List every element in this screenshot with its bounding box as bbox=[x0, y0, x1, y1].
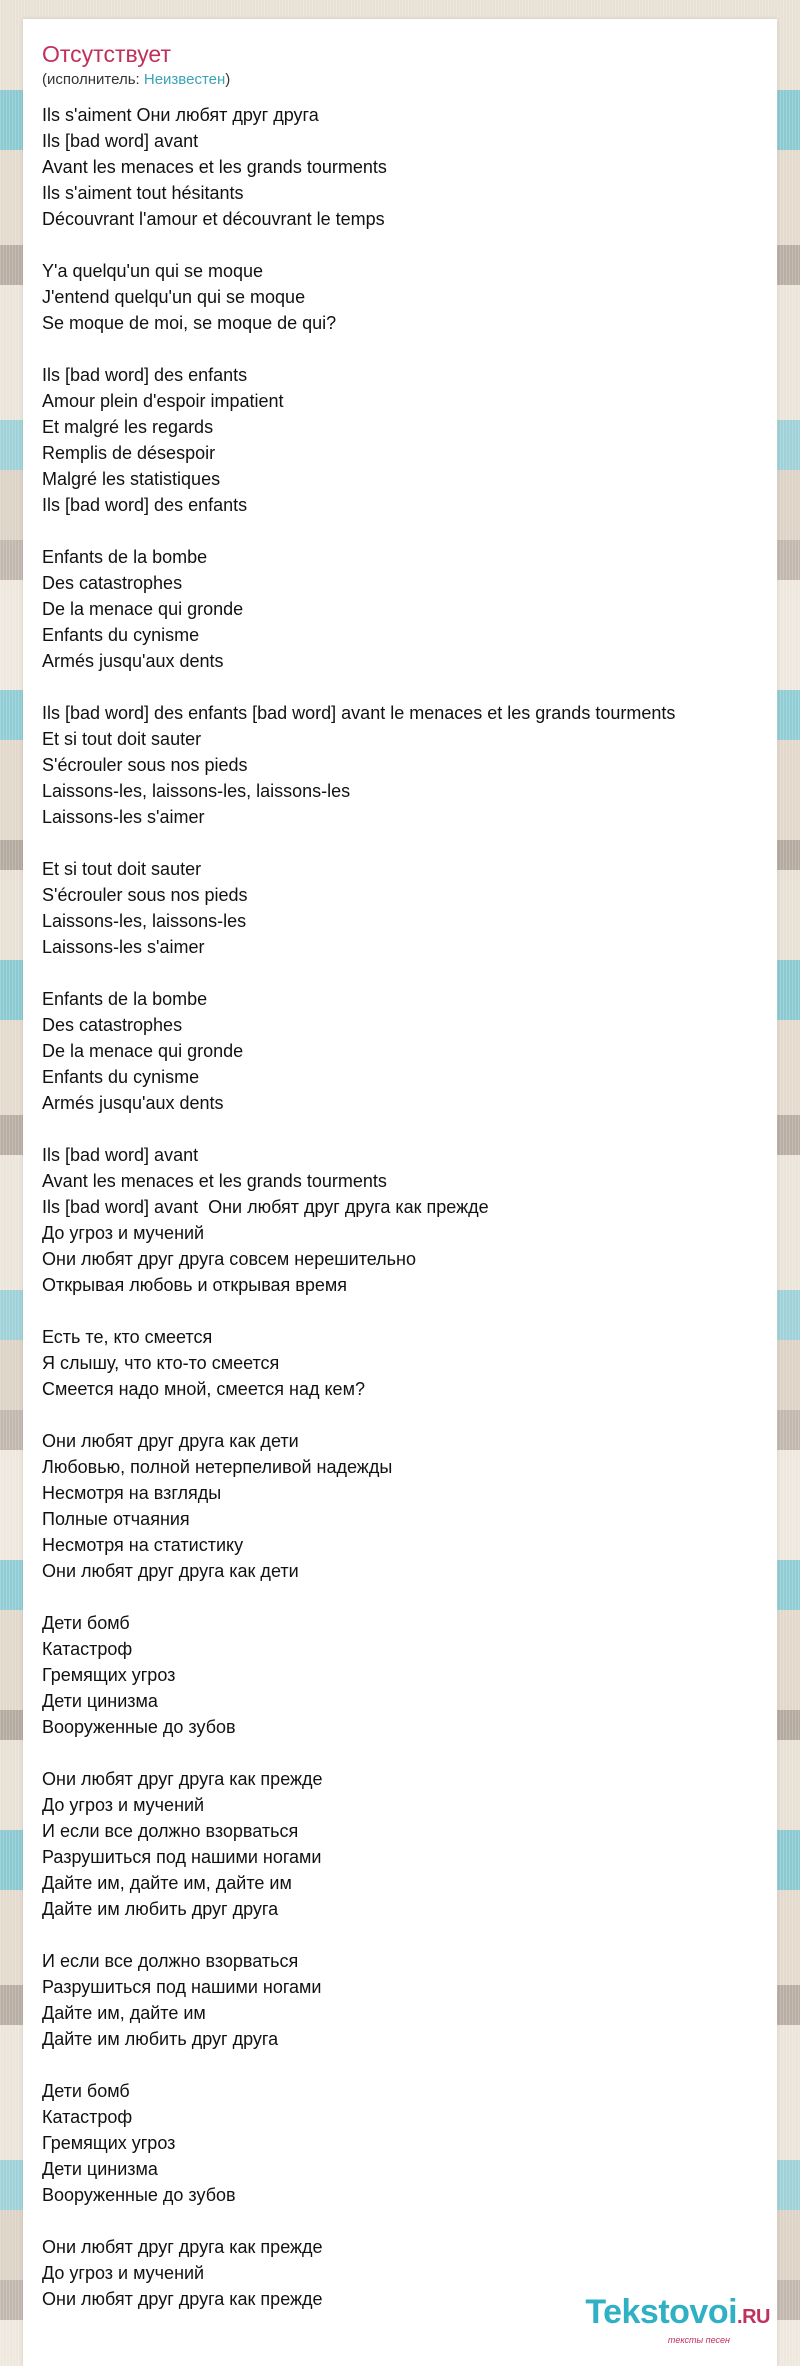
lyric-line bbox=[42, 1584, 772, 1610]
lyric-line: Дети цинизма bbox=[42, 1691, 158, 1711]
lyric-line: До угроз и мучений bbox=[42, 1795, 205, 1815]
lyric-line: Découvrant l'amour et découvrant le temps bbox=[42, 209, 385, 229]
lyric-line: Et si tout doit sauter bbox=[42, 859, 202, 879]
lyric-line: Des catastrophes bbox=[42, 573, 183, 593]
lyric-line: Они любят друг друга как дети bbox=[42, 1431, 299, 1451]
song-title: Отсутствует bbox=[42, 41, 171, 67]
lyric-line: Они любят друг друга совсем нерешительно bbox=[42, 1249, 416, 1269]
lyric-line: Катастроф bbox=[42, 2107, 133, 2127]
lyric-line: Несмотря на взгляды bbox=[42, 1483, 222, 1503]
lyric-line: Я слышу, что кто-то смеется bbox=[42, 1353, 280, 1373]
lyric-line bbox=[42, 1402, 772, 1428]
lyric-line: Разрушиться под нашими ногами bbox=[42, 1977, 322, 1997]
lyric-line: Дайте им, дайте им, дайте им bbox=[42, 1873, 292, 1893]
logo-wordmark bbox=[570, 2294, 770, 2335]
lyric-line: Вооруженные до зубов bbox=[42, 1717, 236, 1737]
lyric-line: Armés jusqu'aux dents bbox=[42, 651, 224, 671]
logo-tld: .RU bbox=[737, 2306, 770, 2328]
lyric-line: Несмотря на статистику bbox=[42, 1535, 244, 1555]
logo-tagline: тексты песен bbox=[667, 2335, 730, 2345]
lyric-line: De la menace qui gronde bbox=[42, 599, 244, 619]
lyric-line: Malgré les statistiques bbox=[42, 469, 221, 489]
lyric-line bbox=[42, 2052, 772, 2078]
lyric-line: Дети бомб bbox=[42, 1613, 130, 1633]
lyric-line: И если все должно взорваться bbox=[42, 1821, 299, 1841]
lyric-line: Дайте им любить друг друга bbox=[42, 1899, 279, 1919]
lyric-line: De la menace qui gronde bbox=[42, 1041, 244, 1061]
lyrics-text bbox=[42, 102, 772, 2312]
lyric-line bbox=[42, 336, 772, 362]
lyric-line: Y'a quelqu'un qui se moque bbox=[42, 261, 264, 281]
lyric-line bbox=[42, 1116, 772, 1142]
lyric-line: J'entend quelqu'un qui se moque bbox=[42, 287, 306, 307]
lyric-line: Дайте им, дайте им bbox=[42, 2003, 206, 2023]
lyric-line: Armés jusqu'aux dents bbox=[42, 1093, 224, 1113]
lyric-line: Enfants du cynisme bbox=[42, 625, 200, 645]
lyric-line: Laissons-les, laissons-les bbox=[42, 911, 247, 931]
lyric-line: До угроз и мучений bbox=[42, 2263, 205, 2283]
lyric-line: Дайте им любить друг друга bbox=[42, 2029, 279, 2049]
lyric-line: Полные отчаяния bbox=[42, 1509, 190, 1529]
lyric-line bbox=[42, 232, 772, 258]
lyric-line: Гремящих угроз bbox=[42, 1665, 176, 1685]
lyric-line bbox=[42, 1922, 772, 1948]
artist-line bbox=[42, 71, 230, 88]
artist-prefix: (исполнитель: bbox=[42, 71, 144, 88]
lyric-line bbox=[42, 1298, 772, 1324]
lyric-line: Смеется надо мной, смеется над кем? bbox=[42, 1379, 365, 1399]
lyric-line: Они любят друг друга как прежде bbox=[42, 2289, 323, 2309]
lyric-line: До угроз и мучений bbox=[42, 1223, 205, 1243]
artist-suffix: ) bbox=[225, 71, 231, 88]
lyric-line: Enfants de la bombe bbox=[42, 989, 208, 1009]
lyric-line: Ils [bad word] avant bbox=[42, 1145, 199, 1165]
lyric-line: Avant les menaces et les grands tourments bbox=[42, 1171, 387, 1191]
lyric-line: Ils [bad word] des enfants [bad word] avant le menaces et les grands tourments bbox=[42, 703, 676, 723]
lyric-line: S'écrouler sous nos pieds bbox=[42, 755, 248, 775]
lyric-line: Des catastrophes bbox=[42, 1015, 183, 1035]
lyric-line: Enfants du cynisme bbox=[42, 1067, 200, 1087]
lyric-line: Laissons-les, laissons-les, laissons-les bbox=[42, 781, 351, 801]
lyric-line: Se moque de moi, se moque de qui? bbox=[42, 313, 337, 333]
lyric-line: Есть те, кто смеется bbox=[42, 1327, 213, 1347]
lyric-line: Открывая любовь и открывая время bbox=[42, 1275, 348, 1295]
lyric-line: Вооруженные до зубов bbox=[42, 2185, 236, 2205]
lyric-line: Remplis de désespoir bbox=[42, 443, 216, 463]
lyric-line bbox=[42, 960, 772, 986]
lyric-line bbox=[42, 674, 772, 700]
lyric-line: Они любят друг друга как дети bbox=[42, 1561, 299, 1581]
lyric-line: Гремящих угроз bbox=[42, 2133, 176, 2153]
lyric-line: Laissons-les s'aimer bbox=[42, 937, 205, 957]
lyric-line: Разрушиться под нашими ногами bbox=[42, 1847, 322, 1867]
lyric-line: Et malgré les regards bbox=[42, 417, 214, 437]
lyric-line: Enfants de la bombe bbox=[42, 547, 208, 567]
lyric-line: Дети бомб bbox=[42, 2081, 130, 2101]
lyric-line bbox=[42, 1740, 772, 1766]
lyric-line: Ils [bad word] avant bbox=[42, 131, 199, 151]
lyric-line bbox=[42, 2208, 772, 2234]
site-logo[interactable] bbox=[570, 2294, 770, 2345]
lyric-line bbox=[42, 830, 772, 856]
lyric-line: Ils [bad word] des enfants bbox=[42, 365, 248, 385]
lyric-line: Avant les menaces et les grands tourments bbox=[42, 157, 387, 177]
logo-name: Tekstovoi bbox=[585, 2293, 738, 2331]
lyric-line: Дети цинизма bbox=[42, 2159, 158, 2179]
lyric-line: Ils [bad word] avant Они любят друг друга как прежде bbox=[42, 1197, 489, 1217]
lyric-line: S'écrouler sous nos pieds bbox=[42, 885, 248, 905]
lyric-line bbox=[42, 518, 772, 544]
lyric-line: Laissons-les s'aimer bbox=[42, 807, 205, 827]
lyric-line: Ils [bad word] des enfants bbox=[42, 495, 248, 515]
artist-link[interactable]: Неизвестен bbox=[143, 71, 226, 88]
lyric-line: Катастроф bbox=[42, 1639, 133, 1659]
lyric-line: Ils s'aiment tout hésitants bbox=[42, 183, 244, 203]
lyric-line: Они любят друг друга как прежде bbox=[42, 2237, 323, 2257]
lyric-line: Ils s'aiment Они любят друг друга bbox=[42, 105, 319, 125]
lyric-line: Любовью, полной нетерпеливой надежды bbox=[42, 1457, 393, 1477]
lyric-line: Et si tout doit sauter bbox=[42, 729, 202, 749]
lyric-line: И если все должно взорваться bbox=[42, 1951, 299, 1971]
lyric-line: Они любят друг друга как прежде bbox=[42, 1769, 323, 1789]
lyric-line: Amour plein d'espoir impatient bbox=[42, 391, 284, 411]
